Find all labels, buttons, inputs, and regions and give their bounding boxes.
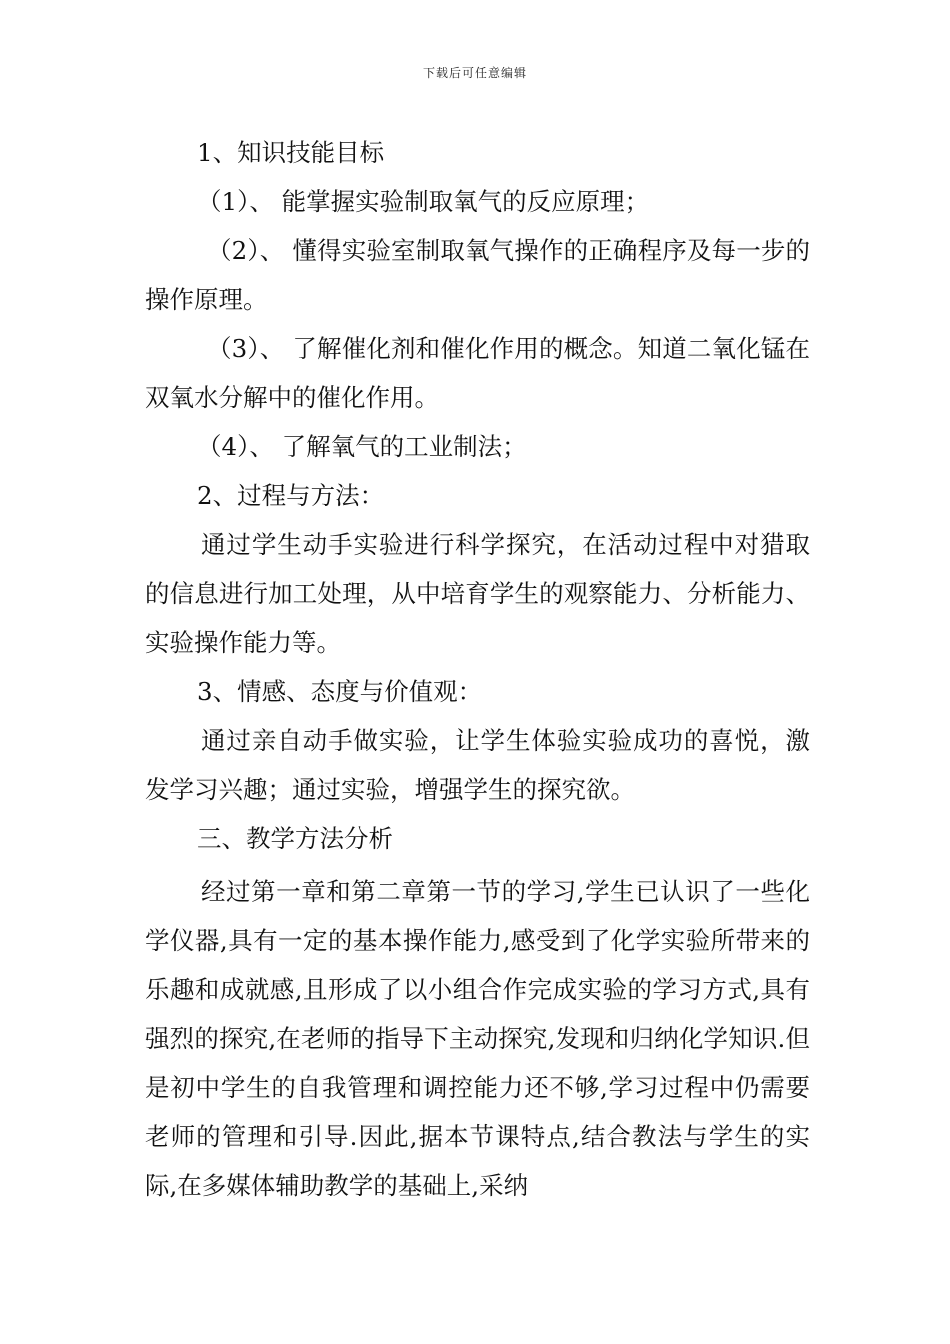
goal-item-3: （3）、 了解催化剂和催化作用的概念。知道二氧化锰在双氧水分解中的催化作用。 <box>145 334 810 412</box>
document-body <box>145 128 810 1210</box>
process-method-text: 通过学生动手实验进行科学探究，在活动过程中对猎取的信息进行加工处理，从中培育学生的观察能力、分析能力、实验操作能力等。 <box>145 530 810 657</box>
heading-knowledge-skill-goal: 1、知识技能目标 <box>197 138 385 167</box>
heading-emotion-values: 3、情感、态度与价值观： <box>197 677 483 706</box>
goal-item-1: （1）、 能掌握实验制取氧气的反应原理； <box>197 187 650 216</box>
emotion-values-text: 通过亲自动手做实验，让学生体验实验成功的喜悦，激发学习兴趣；通过实验，增强学生的探究欲。 <box>145 726 810 804</box>
teaching-method-text: 经过第一章和第二章第一节的学习,学生已认识了一些化学仪器,具有一定的基本操作能力,感受到了化学实验所带来的乐趣和成就感,且形成了以小组合作完成实验的学习方式,具有强烈的探究,在老师的指导下主动探究,发现和归纳化学知识.但是初中学生的自我管理和调控能力还不够,学习过程中仍需要老师的管理和引导.因此,据本节课特点,结合教法与学生的实际,在多媒体辅助教学的基础上,采纳 <box>145 877 810 1200</box>
heading-process-method: 2、过程与方法： <box>197 481 385 510</box>
page-header-note: 下载后可任意编辑 <box>422 66 527 80</box>
goal-item-4: （4）、 了解氧气的工业制法； <box>197 432 527 461</box>
goal-item-2: （2）、 懂得实验室制取氧气操作的正确程序及每一步的操作原理。 <box>145 236 810 314</box>
heading-teaching-method-analysis: 三、教学方法分析 <box>197 824 393 853</box>
